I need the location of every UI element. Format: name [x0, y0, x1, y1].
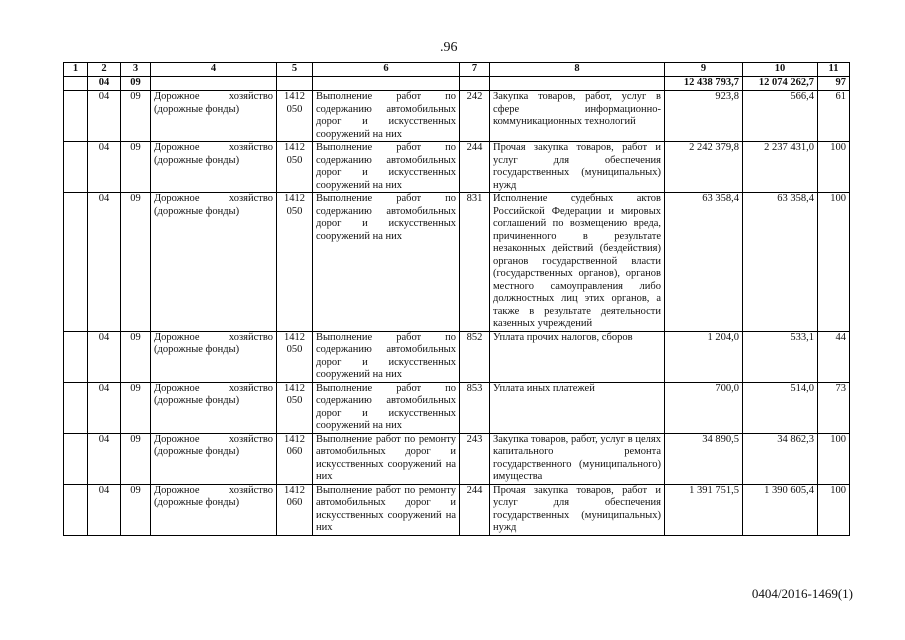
expense-type-code: 244 [460, 484, 490, 535]
expense-type-code: 852 [460, 331, 490, 382]
table-row [64, 433, 850, 484]
target-article-name: Выполнение работ по содержанию автомобильных дорог и искусственных сооружений на них [313, 91, 460, 142]
executed-amount: 63 358,4 [743, 193, 818, 332]
expense-type-name: Исполнение судебных актов Российской Федерации и мировых соглашений по возмещению вреда, причиненного в результате незаконных действий (бездействия) органов государственной власти (государственных органов), органов местного самоуправления либо должностных лиц этих органов, а также в результате деятельности казенных учреждений [490, 193, 665, 332]
executed-amount: 34 862,3 [743, 433, 818, 484]
target-article-name: Выполнение работ по содержанию автомобильных дорог и искусственных сооружений на них [313, 331, 460, 382]
total-col-8 [490, 77, 665, 91]
executed-amount: 533,1 [743, 331, 818, 382]
subsection-code: 09 [121, 91, 151, 142]
section-code: 04 [88, 382, 121, 433]
expense-type-code: 853 [460, 382, 490, 433]
expense-type-name: Прочая закупка товаров, работ и услуг для обеспечения государственных (муниципальных) нужд [490, 142, 665, 193]
planned-amount: 1 204,0 [665, 331, 743, 382]
expense-type-name: Закупка товаров, работ, услуг в сфере информационно-коммуникационных технологий [490, 91, 665, 142]
total-section: 04 [88, 77, 121, 91]
section-name: Дорожное хозяйство (дорожные фонды) [151, 193, 277, 332]
total-planned: 12 438 793,7 [665, 77, 743, 91]
target-article-name: Выполнение работ по содержанию автомобильных дорог и искусственных сооружений на них [313, 382, 460, 433]
column-header-9: 9 [665, 63, 743, 77]
column-header-8: 8 [490, 63, 665, 77]
target-article-code: 1412 060 [277, 484, 313, 535]
row-col-1 [64, 382, 88, 433]
subsection-code: 09 [121, 382, 151, 433]
subsection-code: 09 [121, 193, 151, 332]
section-code: 04 [88, 142, 121, 193]
table-row [64, 91, 850, 142]
execution-percent: 61 [818, 91, 850, 142]
total-executed: 12 074 262,7 [743, 77, 818, 91]
expense-type-code: 243 [460, 433, 490, 484]
column-header-2: 2 [88, 63, 121, 77]
column-header-3: 3 [121, 63, 151, 77]
target-article-code: 1412 050 [277, 142, 313, 193]
section-code: 04 [88, 331, 121, 382]
target-article-name: Выполнение работ по ремонту автомобильных дорог и искусственных сооружений на них [313, 433, 460, 484]
execution-percent: 73 [818, 382, 850, 433]
section-code: 04 [88, 193, 121, 332]
planned-amount: 923,8 [665, 91, 743, 142]
executed-amount: 1 390 605,4 [743, 484, 818, 535]
table-row [64, 382, 850, 433]
expense-type-code: 244 [460, 142, 490, 193]
target-article-name: Выполнение работ по содержанию автомобильных дорог и искусственных сооружений на них [313, 193, 460, 332]
section-name: Дорожное хозяйство (дорожные фонды) [151, 382, 277, 433]
row-col-1 [64, 331, 88, 382]
subsection-code: 09 [121, 484, 151, 535]
row-col-1 [64, 193, 88, 332]
expense-type-name: Закупка товаров, работ, услуг в целях капитального ремонта государственного (муниципального) имущества [490, 433, 665, 484]
total-subsection: 09 [121, 77, 151, 91]
document-code: 0404/2016-1469(1) [751, 586, 853, 601]
executed-amount: 514,0 [743, 382, 818, 433]
total-col-1 [64, 77, 88, 91]
section-name: Дорожное хозяйство (дорожные фонды) [151, 91, 277, 142]
table-row [64, 484, 850, 535]
section-name: Дорожное хозяйство (дорожные фонды) [151, 331, 277, 382]
target-article-name: Выполнение работ по содержанию автомобильных дорог и искусственных сооружений на них [313, 142, 460, 193]
execution-percent: 44 [818, 331, 850, 382]
header-row [64, 63, 850, 77]
planned-amount: 1 391 751,5 [665, 484, 743, 535]
section-name: Дорожное хозяйство (дорожные фонды) [151, 433, 277, 484]
table-row [64, 331, 850, 382]
row-col-1 [64, 484, 88, 535]
row-col-1 [64, 91, 88, 142]
expense-type-code: 831 [460, 193, 490, 332]
execution-percent: 100 [818, 142, 850, 193]
target-article-code: 1412 050 [277, 193, 313, 332]
table-row [64, 193, 850, 332]
expense-type-name: Уплата прочих налогов, сборов [490, 331, 665, 382]
planned-amount: 2 242 379,8 [665, 142, 743, 193]
target-article-code: 1412 050 [277, 91, 313, 142]
target-article-code: 1412 050 [277, 331, 313, 382]
column-header-5: 5 [277, 63, 313, 77]
section-name: Дорожное хозяйство (дорожные фонды) [151, 142, 277, 193]
page-number: .96 [440, 40, 458, 55]
total-col-6 [313, 77, 460, 91]
column-header-7: 7 [460, 63, 490, 77]
row-col-1 [64, 433, 88, 484]
total-row [64, 77, 850, 91]
subsection-code: 09 [121, 331, 151, 382]
section-code: 04 [88, 91, 121, 142]
target-article-code: 1412 060 [277, 433, 313, 484]
execution-percent: 100 [818, 433, 850, 484]
column-header-1: 1 [64, 63, 88, 77]
column-header-10: 10 [743, 63, 818, 77]
row-col-1 [64, 142, 88, 193]
expense-type-code: 242 [460, 91, 490, 142]
planned-amount: 63 358,4 [665, 193, 743, 332]
budget-table [63, 62, 850, 536]
planned-amount: 34 890,5 [665, 433, 743, 484]
total-percent: 97 [818, 77, 850, 91]
executed-amount: 566,4 [743, 91, 818, 142]
target-article-code: 1412 050 [277, 382, 313, 433]
target-article-name: Выполнение работ по ремонту автомобильных дорог и искусственных сооружений на них [313, 484, 460, 535]
planned-amount: 700,0 [665, 382, 743, 433]
expense-type-name: Уплата иных платежей [490, 382, 665, 433]
section-code: 04 [88, 484, 121, 535]
execution-percent: 100 [818, 193, 850, 332]
column-header-4: 4 [151, 63, 277, 77]
column-header-11: 11 [818, 63, 850, 77]
execution-percent: 100 [818, 484, 850, 535]
table-row [64, 142, 850, 193]
section-code: 04 [88, 433, 121, 484]
total-col-5 [277, 77, 313, 91]
column-header-6: 6 [313, 63, 460, 77]
executed-amount: 2 237 431,0 [743, 142, 818, 193]
total-col-7 [460, 77, 490, 91]
subsection-code: 09 [121, 433, 151, 484]
expense-type-name: Прочая закупка товаров, работ и услуг для обеспечения государственных (муниципальных) нужд [490, 484, 665, 535]
total-col-4 [151, 77, 277, 91]
section-name: Дорожное хозяйство (дорожные фонды) [151, 484, 277, 535]
subsection-code: 09 [121, 142, 151, 193]
